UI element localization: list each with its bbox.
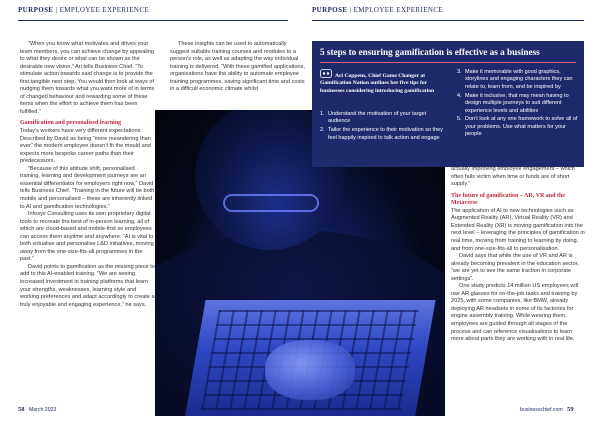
paragraph: David says that while the use of VR and AR is already becoming prevalent in the education sector, “we are yet to see the same traction in corporate settings”. (451, 253, 579, 282)
section-heading: Gamification and personalised learning (20, 120, 122, 127)
footer-right (520, 406, 574, 413)
paragraph: “When you know what motivates and drives your team members, you can achieve change by appealing to what they desire or what can be shown as the desirable new vision,” Ari tells Business Chief. “To stimulate action towards said change is to provide the first tangible next step. You would then look at ways of nudging them towards what you want more of in terms of changed behaviour and rewarding some of these items when the effort to achieve them has been fulfilled.” (20, 41, 155, 115)
paragraph: These insights can be used to automatically suggest suitable training courses and modules to a person’s role, as well as adapting the way individual training is delivered. “With these gamified applications, organisations have the ability to automate employee training programmes, saving significant time and costs in a difficult economic climate whilst (170, 41, 305, 93)
photo-hand (265, 340, 355, 400)
list-item: 4. Make it inclusive, that may mean having to design multiple journeys to suit different experience levels and abilities (457, 92, 569, 114)
steps-list-left (320, 111, 448, 144)
issue-date: March 2023 (28, 407, 57, 413)
steps-list-right (457, 69, 581, 140)
header-rule-right (312, 20, 584, 21)
list-item: 5. Don’t look at any one framework to solve all of your problems. Use what matters for your people (457, 116, 578, 138)
brain-chip-icon (320, 69, 332, 78)
list-item: 3. Make it memorable with good graphics, storylines and engaging characters they can relate to, learn from, and be inspired by (457, 69, 573, 90)
paragraph: Infosys Consulting uses its own proprietary digital tools to recreate the best of in-person learning, all of which are cloud-based and mobile-first so employees can access them anytime and anywhere. “AI is vital to both virtualise and personalise L&D initiatives, moving away from the one-size-fits-all programmes in the past.” (20, 211, 154, 263)
photo-glasses (223, 194, 319, 212)
article-column-3 (451, 166, 585, 344)
footer-left (18, 406, 56, 413)
steps-title: 5 steps to ensuring gamification is effective as a business (320, 47, 540, 57)
paragraph: David points to gamification as the missing piece to add to this AI-enabled training. “We are seeing increased investment in training platforms that learn your strengths, weaknesses, learning style and working preferences and adapt accordingly to create a truly enjoyable and engaging experience,” he says. (20, 263, 155, 308)
site-url: businesschief.com (520, 407, 563, 413)
page-number: 58 (18, 406, 25, 413)
page-header-left: PURPOSE | EMPLOYEE EXPERIENCE (18, 6, 150, 14)
paragraph: actually improving employee engagement – which often falls victim when time or funds are of short supply.” (451, 166, 575, 188)
paragraph: Today’s workers have very different expectations. Described by David as being “more meandering than ever” the modern employee doesn’t fit the mould and expects more bespoke career paths than their predecessors. (20, 128, 151, 165)
article-column-1 (20, 41, 156, 309)
article-column-2 (170, 41, 306, 94)
section-heading: The future of gamification – AR, VR and the Metaverse (451, 192, 565, 207)
header-rule-left (18, 20, 288, 21)
page-header-right: PURPOSE | EMPLOYEE EXPERIENCE (312, 6, 444, 14)
steps-title-rule (320, 62, 576, 63)
paragraph: The application of AI to new technologies such as Augmented Reality (AR), Virtual Reality (VR) and Extended Reality (XR) is moving gamification into the next level – leveraging the principles of gamification in real time, moving from training to learning by doing, and from one-size-fits-all to personalisation. (451, 207, 585, 252)
steps-intro: Ari Coppens, Chief Game Changer at Gamification Nation outlines her five tips for businesses considering introducing gamification (320, 69, 448, 95)
steps-sidebar-box (312, 41, 584, 167)
list-item: 2. Tailor the experience to their motivation so they feel happily inspired to talk action and engage (320, 127, 443, 141)
list-item: 1. Understand the motivation of your target audience (320, 111, 427, 125)
paragraph: “Because of this attitude shift, personalised training, learning and development journeys are an essential differentiator for employers right now,” David tells Business Chief. “Training in the future will be both mobile and personalised – these are inherently linked to AI and gamification technologies.” (20, 165, 155, 210)
page-number: 59 (567, 406, 574, 413)
paragraph: One study predicts 14 million US employees will use AR glasses for on-the-job tasks and training by 2025, with some companies, like BMW, already deploying AR headsets in some of its factories for engine assembly training. While wearing them, employees are guided through all stages of the process and can reference visualisations to learn more about parts they are working with in real life. (451, 283, 579, 343)
